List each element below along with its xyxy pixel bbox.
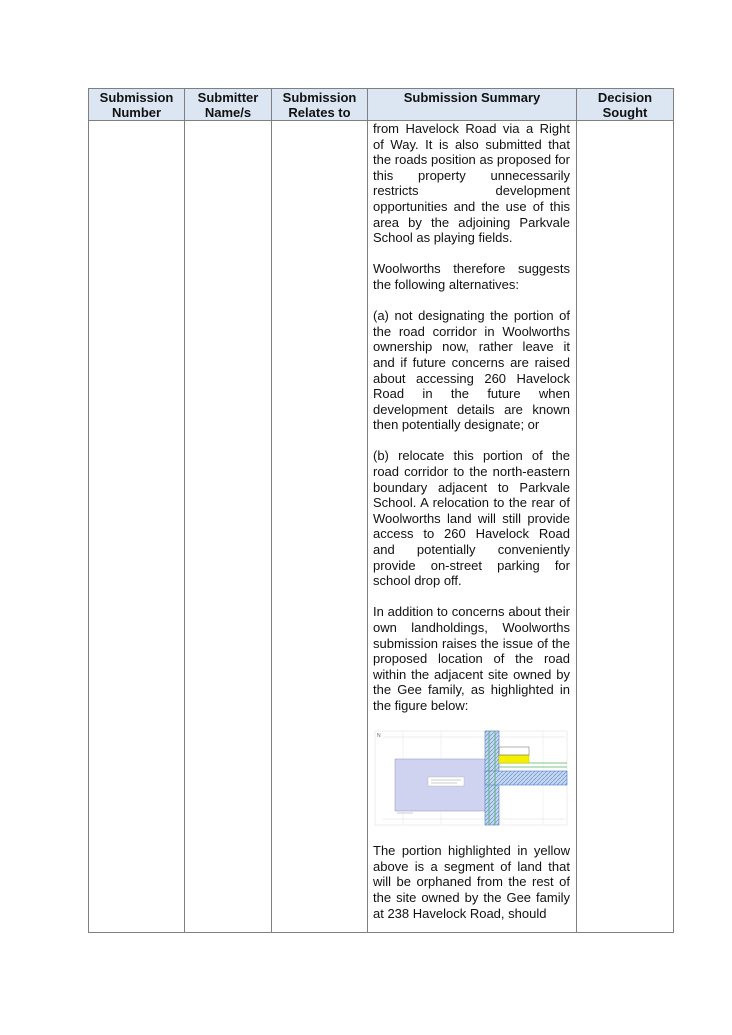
summary-paragraph: Woolworths therefore suggests the following alternatives: <box>373 261 570 292</box>
cell-decision-sought <box>577 121 674 933</box>
cell-submission-relates-to <box>272 121 368 933</box>
summary-paragraph: (b) relocate this portion of the road corridor to the north-eastern boundary adjacent to Parkvale School. A relocation to the rear of Woolworths land will still provide access to 260 Havelock Road and potentially conveniently provide on-street parking for school drop off. <box>373 448 570 589</box>
header-submission-summary: Submission Summary <box>368 89 577 121</box>
header-submission-number: Submission Number <box>89 89 185 121</box>
cell-submission-summary <box>368 121 577 933</box>
header-submission-relates-to: Submission Relates to <box>272 89 368 121</box>
summary-text <box>368 121 576 921</box>
header-decision-sought: Decision Sought <box>577 89 674 121</box>
summary-paragraph: (a) not designating the portion of the road corridor in Woolworths ownership now, rather leave it and if future concerns are raised about accessing 260 Havelock Road in the future when development details are known then potentially designate; or <box>373 308 570 433</box>
cell-submission-number <box>89 121 185 933</box>
header-row <box>89 89 674 121</box>
svg-text:N: N <box>377 733 381 740</box>
summary-paragraph: from Havelock Road via a Right of Way. It is also submitted that the roads position as proposed for this property unnecessarily restricts development opportunities and the use of this area by the adjoining Parkvale School as playing fields. <box>373 121 570 246</box>
cell-submitter-names <box>185 121 272 933</box>
summary-closing-paragraph: The portion highlighted in yellow above is a segment of land that will be orphaned from the rest of the site owned by the Gee family at 238 Havelock Road, should <box>373 843 570 921</box>
submissions-table <box>88 88 674 933</box>
header-submitter-names: Submitter Name/s <box>185 89 272 121</box>
site-plan-figure <box>373 729 570 829</box>
summary-paragraph: In addition to concerns about their own landholdings, Woolworths submission raises the issue of the proposed location of the road within the adjacent site owned by the Gee family, as highlighted in the figure below: <box>373 604 570 713</box>
table-row <box>89 121 674 933</box>
site-plan-icon <box>373 729 569 829</box>
